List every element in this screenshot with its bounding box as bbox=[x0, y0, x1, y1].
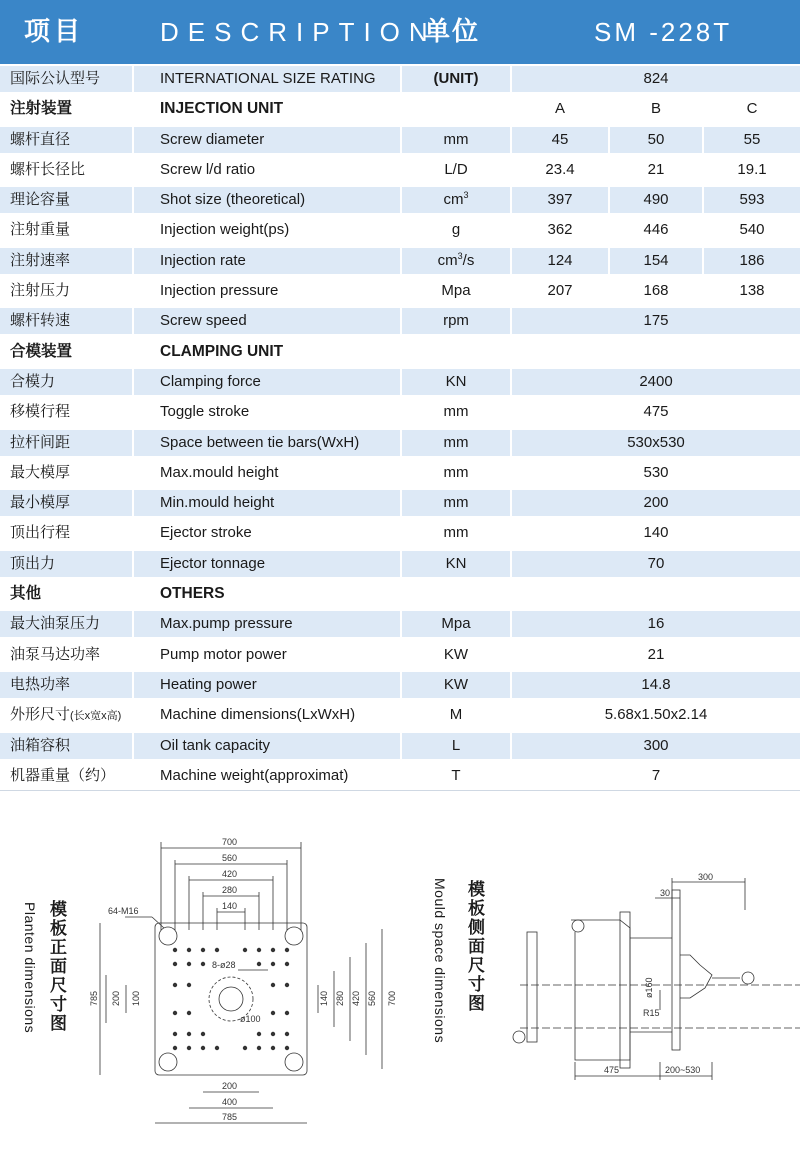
item-description: Oil tank capacity bbox=[134, 733, 400, 759]
item-name-cn: 注射重量 bbox=[10, 221, 71, 239]
dim-label: 475 bbox=[604, 1065, 620, 1075]
spec-row bbox=[0, 518, 800, 548]
item-unit: L bbox=[402, 733, 510, 759]
item-value-b: 154 bbox=[610, 248, 702, 274]
item-value-a: A bbox=[554, 100, 565, 118]
item-value-a: 397 bbox=[512, 187, 608, 213]
item-name-cn-note: (长x宽x高) bbox=[70, 710, 122, 723]
item-value-c: C bbox=[746, 100, 758, 118]
item-value: 140 bbox=[643, 524, 669, 542]
item-name-cn: 电热功率 bbox=[0, 672, 132, 698]
item-value: 300 bbox=[512, 733, 800, 759]
holes-label: 8-ø28 bbox=[212, 960, 236, 970]
spec-row bbox=[0, 397, 800, 427]
dim-label: 420 bbox=[351, 990, 361, 1006]
item-name-cn: 其他 bbox=[10, 585, 42, 603]
item-name-cn: 注射装置 bbox=[10, 100, 73, 118]
spec-row bbox=[0, 276, 800, 306]
item-value-b: 490 bbox=[610, 187, 702, 213]
item-value-c: 593 bbox=[704, 187, 800, 213]
item-unit: L/D bbox=[444, 160, 468, 178]
tie-bar-hole bbox=[159, 927, 177, 945]
item-value-b: 446 bbox=[643, 221, 669, 239]
dim-label: 280 bbox=[335, 990, 345, 1006]
item-unit: mm bbox=[443, 463, 469, 481]
item-description: Shot size (theoretical) bbox=[134, 187, 400, 213]
spec-row bbox=[0, 367, 800, 397]
table-header bbox=[0, 0, 800, 64]
item-value-a: 23.4 bbox=[545, 160, 575, 178]
dim-label: 200 bbox=[111, 990, 121, 1006]
item-name-cn: 螺杆直径 bbox=[0, 127, 132, 153]
item-name-cn: 螺杆转速 bbox=[0, 308, 132, 334]
item-unit: KN bbox=[402, 551, 510, 577]
item-description: Pump motor power bbox=[160, 645, 287, 663]
item-description: Machine dimensions(LxWxH) bbox=[160, 706, 356, 724]
center-hole-label: ø100 bbox=[240, 1014, 261, 1024]
spec-row bbox=[0, 700, 800, 730]
section-row bbox=[0, 579, 800, 609]
item-description: INTERNATIONAL SIZE RATING bbox=[134, 66, 400, 92]
spec-row bbox=[0, 185, 800, 215]
item-description: Injection rate bbox=[134, 248, 400, 274]
tie-bar-hole bbox=[285, 927, 303, 945]
spec-row bbox=[0, 609, 800, 639]
item-description: Min.mould height bbox=[134, 490, 400, 516]
item-value: 200 bbox=[512, 490, 800, 516]
item-value: 175 bbox=[512, 308, 800, 334]
item-value: 21 bbox=[647, 645, 665, 663]
dim-label: 400 bbox=[222, 1097, 238, 1107]
dim-label: 560 bbox=[367, 990, 377, 1006]
item-name-cn: 合模装置 bbox=[10, 342, 73, 360]
spec-row bbox=[0, 428, 800, 458]
item-description: OTHERS bbox=[160, 585, 225, 603]
dim-label: 785 bbox=[222, 1112, 238, 1122]
center-hole bbox=[219, 987, 243, 1011]
item-name-cn: 油泵马达功率 bbox=[10, 645, 101, 663]
header-unit: 单位 bbox=[424, 17, 481, 47]
item-value: 7 bbox=[651, 766, 661, 784]
item-unit: KW bbox=[443, 645, 469, 663]
dim-label: 700 bbox=[387, 990, 397, 1006]
item-name-cn: 拉杆间距 bbox=[0, 430, 132, 456]
item-name-cn: 国际公认型号 bbox=[0, 66, 132, 92]
item-name-cn: 最大模厚 bbox=[10, 463, 71, 481]
item-unit: $cm^3/s$ bbox=[402, 248, 510, 274]
item-name-cn: 理论容量 bbox=[0, 187, 132, 213]
header-description: DESCRIPTION bbox=[160, 17, 437, 47]
spec-row bbox=[0, 731, 800, 761]
dim-label: 280 bbox=[222, 885, 238, 895]
item-unit: T bbox=[451, 766, 461, 784]
item-unit: (UNIT) bbox=[402, 66, 510, 92]
item-value: 824 bbox=[512, 66, 800, 92]
item-name-cn: 顶出行程 bbox=[10, 524, 71, 542]
header-model: SM -228T bbox=[594, 17, 733, 47]
item-unit: g bbox=[451, 221, 461, 239]
spec-row bbox=[0, 215, 800, 245]
item-description: CLAMPING UNIT bbox=[160, 342, 284, 360]
dim-label: 200~530 bbox=[665, 1065, 701, 1075]
item-value: 14.8 bbox=[512, 672, 800, 698]
spec-row bbox=[0, 761, 800, 791]
item-unit: rpm bbox=[402, 308, 510, 334]
item-unit: Mpa bbox=[441, 282, 471, 300]
spec-row bbox=[0, 488, 800, 518]
item-description: Screw diameter bbox=[134, 127, 400, 153]
item-name-cn: 最大油泵压力 bbox=[0, 611, 132, 637]
item-value-a: 207 bbox=[547, 282, 573, 300]
item-description: Clamping force bbox=[134, 369, 400, 395]
technical-drawings bbox=[0, 820, 800, 1157]
platen-outline bbox=[155, 923, 307, 1075]
section-row bbox=[0, 94, 800, 124]
item-name-cn: 外形尺寸(长x宽x高) bbox=[10, 706, 122, 724]
item-unit: $cm^3$ bbox=[402, 187, 510, 213]
item-description: Max.mould height bbox=[160, 463, 279, 481]
item-description: Injection pressure bbox=[160, 282, 279, 300]
item-value-c: 138 bbox=[739, 282, 765, 300]
drawings-area bbox=[0, 820, 800, 1157]
item-value: 2400 bbox=[512, 369, 800, 395]
item-value: 16 bbox=[512, 611, 800, 637]
section-row bbox=[0, 337, 800, 367]
item-description: Toggle stroke bbox=[160, 403, 250, 421]
front-title-cn: 模板正面尺寸图 bbox=[46, 900, 66, 1033]
item-value-b: B bbox=[650, 100, 661, 118]
header-item: 项目 bbox=[24, 17, 85, 47]
side-title-cn: 模板侧面尺寸图 bbox=[464, 880, 484, 1013]
spec-row bbox=[0, 670, 800, 700]
item-value: 530x530 bbox=[512, 430, 800, 456]
dim-label: 300 bbox=[698, 872, 714, 882]
item-value-b: 168 bbox=[643, 282, 669, 300]
item-unit: mm bbox=[443, 524, 469, 542]
spec-row bbox=[0, 64, 800, 94]
spec-row bbox=[0, 549, 800, 579]
item-name-cn: 合模力 bbox=[0, 369, 132, 395]
item-unit: mm bbox=[402, 127, 510, 153]
item-unit: KW bbox=[402, 672, 510, 698]
item-description: Max.pump pressure bbox=[134, 611, 400, 637]
item-unit: Mpa bbox=[402, 611, 510, 637]
item-name-cn: 油箱容积 bbox=[0, 733, 132, 759]
item-value-b: 50 bbox=[610, 127, 702, 153]
item-value: 5.68x1.50x2.14 bbox=[604, 706, 708, 724]
item-description: Injection weight(ps) bbox=[160, 221, 290, 239]
item-description: Ejector stroke bbox=[160, 524, 252, 542]
front-title-en: Planten dimensions bbox=[22, 902, 38, 1034]
dim-label: R15 bbox=[643, 1008, 660, 1018]
item-unit: M bbox=[449, 706, 463, 724]
item-name-cn: 顶出力 bbox=[0, 551, 132, 577]
item-unit: mm bbox=[402, 490, 510, 516]
tie-bar-hole bbox=[285, 1053, 303, 1071]
item-value: 530 bbox=[643, 463, 669, 481]
dim-label: 700 bbox=[222, 837, 238, 847]
item-unit: mm bbox=[402, 430, 510, 456]
item-value-c: 55 bbox=[704, 127, 800, 153]
dim-label: 785 bbox=[89, 990, 99, 1006]
item-description: Screw l/d ratio bbox=[160, 160, 256, 178]
spec-row bbox=[0, 155, 800, 185]
dim-label: 420 bbox=[222, 869, 238, 879]
item-name-cn: 注射速率 bbox=[0, 248, 132, 274]
spec-row bbox=[0, 246, 800, 276]
item-name-cn: 最小模厚 bbox=[0, 490, 132, 516]
dim-label: 100 bbox=[131, 990, 141, 1006]
side-title-en: Mould space dimensions bbox=[432, 878, 448, 1044]
item-description: Screw speed bbox=[134, 308, 400, 334]
front-platen-drawing bbox=[100, 842, 382, 1123]
item-unit: mm bbox=[443, 403, 469, 421]
item-description: Machine weight(approximat) bbox=[160, 766, 349, 784]
item-name-cn: 机器重量（约） bbox=[10, 766, 116, 784]
item-value-c: 186 bbox=[704, 248, 800, 274]
item-value: 70 bbox=[512, 551, 800, 577]
item-value-c: 540 bbox=[739, 221, 765, 239]
tie-bar-hole bbox=[159, 1053, 177, 1071]
item-description: INJECTION UNIT bbox=[160, 100, 284, 118]
item-name-cn: 螺杆长径比 bbox=[10, 160, 86, 178]
dim-label: 200 bbox=[222, 1081, 238, 1091]
dim-label: ø160 bbox=[644, 977, 654, 998]
spec-row bbox=[0, 458, 800, 488]
dim-label: 30 bbox=[660, 888, 671, 898]
item-unit: KN bbox=[402, 369, 510, 395]
item-name-cn: 注射压力 bbox=[10, 282, 71, 300]
item-value-c: 19.1 bbox=[737, 160, 767, 178]
item-name-cn: 移模行程 bbox=[10, 403, 71, 421]
spec-table bbox=[0, 64, 800, 791]
item-description: Space between tie bars(WxH) bbox=[134, 430, 400, 456]
thread-label: 64-M16 bbox=[108, 906, 139, 916]
item-value-a: 45 bbox=[512, 127, 608, 153]
item-description: Heating power bbox=[134, 672, 400, 698]
dim-label: 140 bbox=[319, 990, 329, 1006]
dim-label: 140 bbox=[222, 901, 238, 911]
side-platen-drawing bbox=[513, 878, 800, 1080]
item-value-b: 21 bbox=[647, 160, 665, 178]
item-value-a: 124 bbox=[512, 248, 608, 274]
item-value: 475 bbox=[643, 403, 669, 421]
item-value-a: 362 bbox=[547, 221, 573, 239]
spec-row bbox=[0, 640, 800, 670]
item-description: Ejector tonnage bbox=[134, 551, 400, 577]
spec-row bbox=[0, 306, 800, 336]
spec-row bbox=[0, 125, 800, 155]
dim-label: 560 bbox=[222, 853, 238, 863]
